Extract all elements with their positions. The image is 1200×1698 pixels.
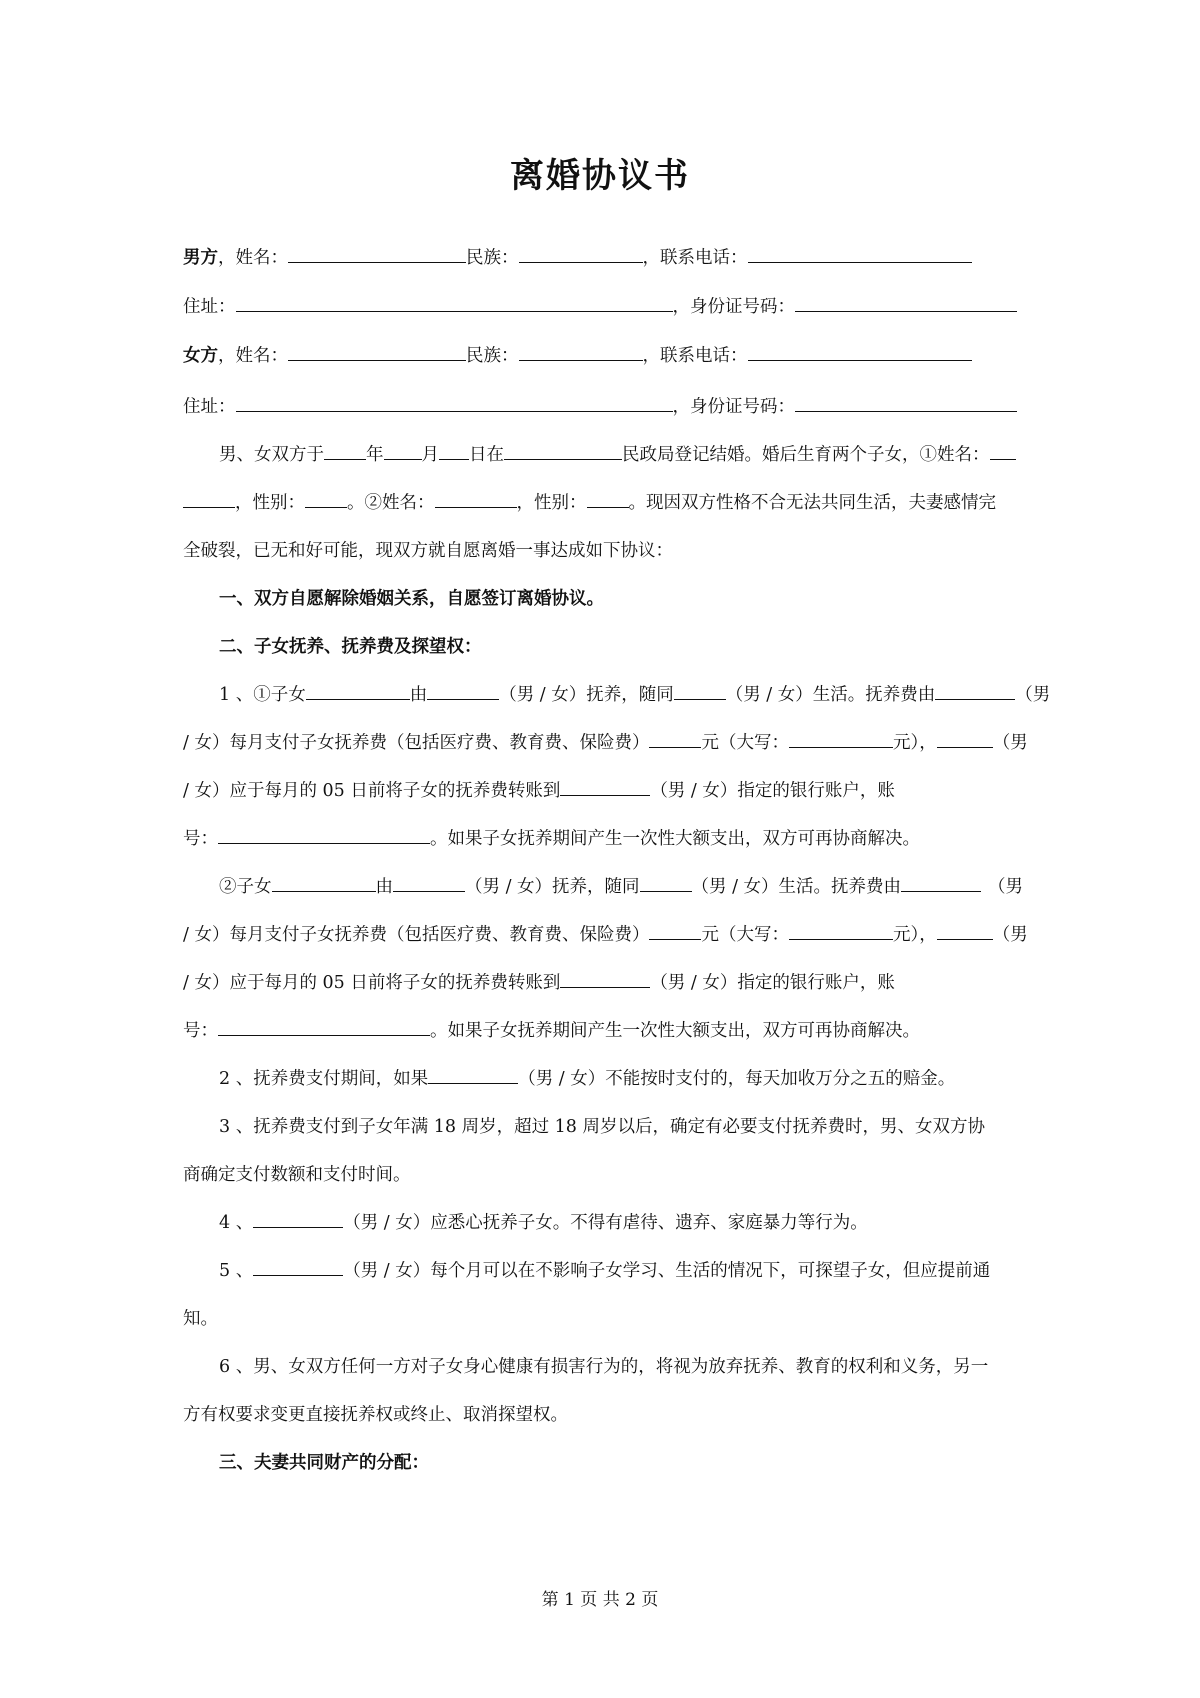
item-2: 2 、抚养费支付期间，如果 （男 / 女）不能按时支付的，每天加收万分之五的赔金。 bbox=[219, 1064, 1023, 1094]
intro-line-1: 男、女双方于 年 月 日在 民政局登记结婚。婚后生育两个子女，①姓名： bbox=[219, 440, 1023, 470]
male-address-blank[interactable] bbox=[236, 292, 673, 312]
female-ethnicity-blank[interactable] bbox=[519, 341, 643, 361]
female-label: 女方 bbox=[183, 346, 218, 366]
child1-clause-line-2: / 女）每月支付子女抚养费（包括医疗费、教育费、保险费） 元（大写： 元）， （男 bbox=[183, 728, 1023, 758]
child1-clause-line-4: 号： 。如果子女抚养期间产生一次性大额支出，双方可再协商解决。 bbox=[183, 824, 1023, 854]
male-name-blank[interactable] bbox=[288, 243, 466, 263]
male-label: 男方 bbox=[183, 248, 218, 268]
item-5-line-1: 5 、 （男 / 女）每个月可以在不影响子女学习、生活的情况下，可探望子女，但应提前通 bbox=[219, 1256, 1023, 1286]
male-address-line: 住址： ，身份证号码： bbox=[183, 292, 1023, 322]
child1-amount-blank[interactable] bbox=[649, 728, 701, 748]
child1-gender-blank[interactable] bbox=[305, 488, 347, 508]
child2-clause-line-3: / 女）应于每月的 05 日前将子女的抚养费转账到 （男 / 女）指定的银行账户，账 bbox=[183, 968, 1023, 998]
female-address-line: 住址： ，身份证号码： bbox=[183, 392, 1023, 422]
male-ethnicity-blank[interactable] bbox=[519, 243, 643, 263]
male-info-line: 男方，姓名： 民族： ，联系电话： bbox=[183, 243, 1023, 273]
child1-clause-line-3: / 女）应于每月的 05 日前将子女的抚养费转账到 （男 / 女）指定的银行账户，账 bbox=[183, 776, 1023, 806]
child2-account-blank[interactable] bbox=[218, 1016, 430, 1036]
female-phone-blank[interactable] bbox=[748, 341, 972, 361]
child1-amount-words-blank[interactable] bbox=[789, 728, 893, 748]
child1-clause-line-1: 1 、①子女 由 （男 / 女）抚养，随同 （男 / 女）生活。抚养费由 （男 bbox=[219, 680, 1023, 710]
child1-custodian-blank[interactable] bbox=[427, 680, 499, 700]
item-6-line-2: 方有权要求变更直接抚养权或终止、取消探望权。 bbox=[183, 1405, 568, 1425]
item-3-line-2: 商确定支付数额和支付时间。 bbox=[183, 1165, 411, 1185]
section-2-heading: 二、子女抚养、抚养费及探望权： bbox=[219, 637, 482, 657]
child2-name-blank[interactable] bbox=[272, 872, 376, 892]
child2-amount-words-blank[interactable] bbox=[789, 920, 893, 940]
female-id-blank[interactable] bbox=[795, 392, 1017, 412]
child1-name-blank-b[interactable] bbox=[183, 488, 235, 508]
child1-residence-blank[interactable] bbox=[674, 680, 726, 700]
child1-name-blank-a[interactable] bbox=[990, 440, 1016, 460]
item-4: 4 、 （男 / 女）应悉心抚养子女。不得有虐待、遗弃、家庭暴力等行为。 bbox=[219, 1208, 1023, 1238]
document-title: 离婚协议书 bbox=[510, 156, 690, 196]
child1-transfer-party-blank[interactable] bbox=[937, 728, 993, 748]
child1-name-blank[interactable] bbox=[306, 680, 410, 700]
child2-custodian-blank[interactable] bbox=[393, 872, 465, 892]
section-1-heading: 一、双方自愿解除婚姻关系，自愿签订离婚协议。 bbox=[219, 589, 604, 609]
marriage-day-blank[interactable] bbox=[439, 440, 469, 460]
child2-residence-blank[interactable] bbox=[640, 872, 692, 892]
child2-name-blank[interactable] bbox=[435, 488, 517, 508]
child2-clause-line-2: / 女）每月支付子女抚养费（包括医疗费、教育费、保险费） 元（大写： 元）， （男 bbox=[183, 920, 1023, 950]
item-6-line-1: 6 、男、女双方任何一方对子女身心健康有损害行为的，将视为放弃抚养、教育的权利和义务，另一 bbox=[219, 1357, 989, 1377]
late-payer-blank[interactable] bbox=[428, 1064, 518, 1084]
registry-blank[interactable] bbox=[504, 440, 622, 460]
child2-clause-line-1: ②子女 由 （男 / 女）抚养，随同 （男 / 女）生活。抚养费由 （男 bbox=[219, 872, 1023, 902]
intro-line-2: ，性别： 。②姓名： ，性别： 。现因双方性格不合无法共同生活，夫妻感情完 bbox=[183, 488, 1023, 518]
female-info-line: 女方，姓名： 民族： ，联系电话： bbox=[183, 341, 1023, 371]
child2-clause-line-4: 号： 。如果子女抚养期间产生一次性大额支出，双方可再协商解决。 bbox=[183, 1016, 1023, 1046]
child1-recipient-blank[interactable] bbox=[560, 776, 650, 796]
intro-line-3: 全破裂，已无和好可能，现双方就自愿离婚一事达成如下协议： bbox=[183, 541, 673, 561]
marriage-month-blank[interactable] bbox=[384, 440, 422, 460]
item-5-line-2: 知。 bbox=[183, 1309, 218, 1329]
child2-gender-blank[interactable] bbox=[587, 488, 629, 508]
child2-payer-blank[interactable] bbox=[901, 872, 981, 892]
child1-payer-blank[interactable] bbox=[935, 680, 1015, 700]
child2-recipient-blank[interactable] bbox=[560, 968, 650, 988]
male-phone-blank[interactable] bbox=[748, 243, 972, 263]
section-3-heading: 三、夫妻共同财产的分配： bbox=[219, 1453, 429, 1473]
marriage-year-blank[interactable] bbox=[324, 440, 366, 460]
caregiver-blank[interactable] bbox=[253, 1208, 343, 1228]
item-3-line-1: 3 、抚养费支付到子女年满 18 周岁，超过 18 周岁以后，确定有必要支付抚养费时，男、女双方协 bbox=[219, 1117, 985, 1137]
child1-account-blank[interactable] bbox=[218, 824, 430, 844]
female-name-blank[interactable] bbox=[288, 341, 466, 361]
child2-amount-blank[interactable] bbox=[649, 920, 701, 940]
page-footer: 第 1 页 共 2 页 bbox=[541, 1590, 659, 1610]
male-id-blank[interactable] bbox=[795, 292, 1017, 312]
female-address-blank[interactable] bbox=[236, 392, 673, 412]
child2-transfer-party-blank[interactable] bbox=[937, 920, 993, 940]
visitor-blank[interactable] bbox=[253, 1256, 343, 1276]
